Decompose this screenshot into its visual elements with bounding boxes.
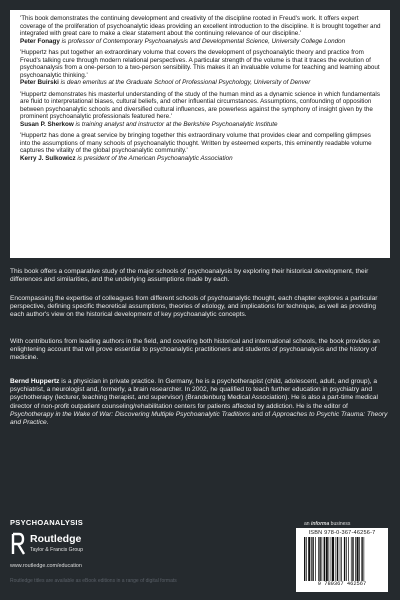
author-book-title: Approaches to Psychic Trauma: Theory and Practice bbox=[10, 410, 388, 427]
endorsement bbox=[20, 91, 382, 129]
description-paragraph: Encompassing the expertise of colleagues from different schools of psychoanalytic thought, each chapter explores a particular perspective, defining specific theoretical assumptions, theories of etiology, and implications for technique, as well as providing each author's view on the historical development of key psychoanalytic concepts. bbox=[10, 295, 378, 319]
endorser-name: Kerry J. Sulkowicz bbox=[20, 154, 76, 162]
endorsements-panel bbox=[10, 10, 390, 258]
endorser-name: Peter Buirski bbox=[20, 79, 59, 86]
publisher-name: Routledge bbox=[30, 533, 82, 545]
informa-business-label bbox=[304, 521, 350, 527]
endorsement-quote: 'Huppertz has done a great service by bringing together this extraordinary volume that provides clear and compelling glimpses into the assumptions of many schools of psychoanalytic thought. Written by esteemed experts, this eminently readable volume captures the vitality of the global psychoanalytic community.' bbox=[20, 132, 372, 154]
endorsement-attribution bbox=[20, 38, 382, 46]
informa-prefix: an bbox=[304, 521, 311, 527]
endorsement-attribution bbox=[20, 79, 382, 87]
endorser-title: is training analyst and instructor at the Berkshire Psychoanalytic Institute bbox=[75, 120, 278, 128]
author-bio-text: and of bbox=[250, 410, 273, 418]
publisher-group: Taylor & Francis Group bbox=[30, 547, 84, 553]
endorser-name: Peter Fonagy bbox=[20, 37, 60, 45]
barcode-digits: 9 780367 462567 bbox=[317, 581, 367, 587]
subject-category: PSYCHOANALYSIS bbox=[10, 518, 84, 527]
author-bio-text: is a physician in private practice. In Germany, he is a psychotherapist (child, adolescent, adult, and group), a psychiatrist, a neurologist and, formerly, a brain researcher. In 2002, he qualified to teach further education in psychiatry and psychotherapy (lecturer, teaching therapist, and supervisor) (Brandenburg Medical Association). He is also a part-time medical director of non-profit outpatient counseling/rehabilitation centers for patients affected by addiction. He is the editor of bbox=[10, 378, 378, 410]
description-paragraph: This book offers a comparative study of the major schools of psychoanalysis by exploring their historical development, their differences and similarities, and the underlying assumptions made by each. bbox=[10, 268, 369, 284]
endorser-title: is professor of Contemporary Psychoanalysis and Developmental Science, University College London bbox=[61, 37, 346, 45]
barcode-icon bbox=[302, 537, 382, 581]
barcode-panel bbox=[296, 528, 388, 592]
routledge-r-icon bbox=[10, 532, 26, 556]
endorsement-quote: 'This book demonstrates the continuing development and creativity of the discipline rooted in Freud's work. It offers expert coverage of the proliferation of psychoanalytic ideas providing an excellent introduction to the discipline. It is brought together and integrated with great care to make a clear statement about the continuing relevance of our discipline.' bbox=[20, 15, 381, 37]
author-book-title: Psychotherapy in the Wake of War: Discovering Multiple Psychoanalytic Traditions bbox=[10, 410, 251, 418]
isbn-label: ISBN 978-0-367-46256-7 bbox=[308, 530, 376, 536]
publisher-logo bbox=[10, 530, 140, 560]
endorsement-attribution bbox=[20, 121, 382, 129]
endorser-title: is president of the American Psychoanalytic Association bbox=[77, 154, 233, 162]
endorsement-quote: 'Huppertz has put together an extraordinary volume that covers the development of psychoanalytic theory and practice from Freud's talking cure through modern relational perspectives. A particular strength of the volume is that it traces the evolution of psychoanalysis from a one-person to a two-person sensibility. This makes it an invaluable volume for teaching and learning about psychoanalytic thinking.' bbox=[20, 49, 380, 79]
publisher-url[interactable]: www.routledge.com/education bbox=[10, 563, 82, 569]
endorsement bbox=[20, 15, 382, 45]
author-name: Bernd Huppertz bbox=[10, 378, 60, 385]
endorsement bbox=[20, 49, 382, 87]
endorsement bbox=[20, 132, 382, 162]
endorsement-attribution bbox=[20, 155, 382, 163]
endorser-name: Susan P. Sherkow bbox=[20, 120, 74, 128]
description-paragraph: With contributions from leading authors in the field, and covering both historical and international schools, the book provides an enlightening account that will prove essential to psychoanalytic practitioners and students of psychoanalysis and the history of medicine. bbox=[10, 338, 380, 362]
author-bio-text: . bbox=[46, 419, 49, 427]
informa-brand: informa bbox=[310, 521, 330, 527]
ebook-note: Routledge titles are available as eBook editions in a range of digital formats bbox=[10, 578, 177, 584]
author-bio bbox=[10, 378, 390, 427]
informa-suffix: business bbox=[329, 521, 351, 527]
endorsement-quote: 'Huppertz demonstrates his masterful understanding of the study of the human mind as a dynamic science in which fundamentals are fluid to interpretational biases, cultural beliefs, and other influential circumstances. Assumptions, confounding of opposition between psychoanalytic schools and diversified cultural influences, are powerless against the symphony of insight given by the prominent psychoanalytic professionals featured here.' bbox=[20, 90, 380, 120]
endorser-title: is dean emeritus at the Graduate School of Professional Psychology, University of Denver bbox=[60, 79, 311, 86]
